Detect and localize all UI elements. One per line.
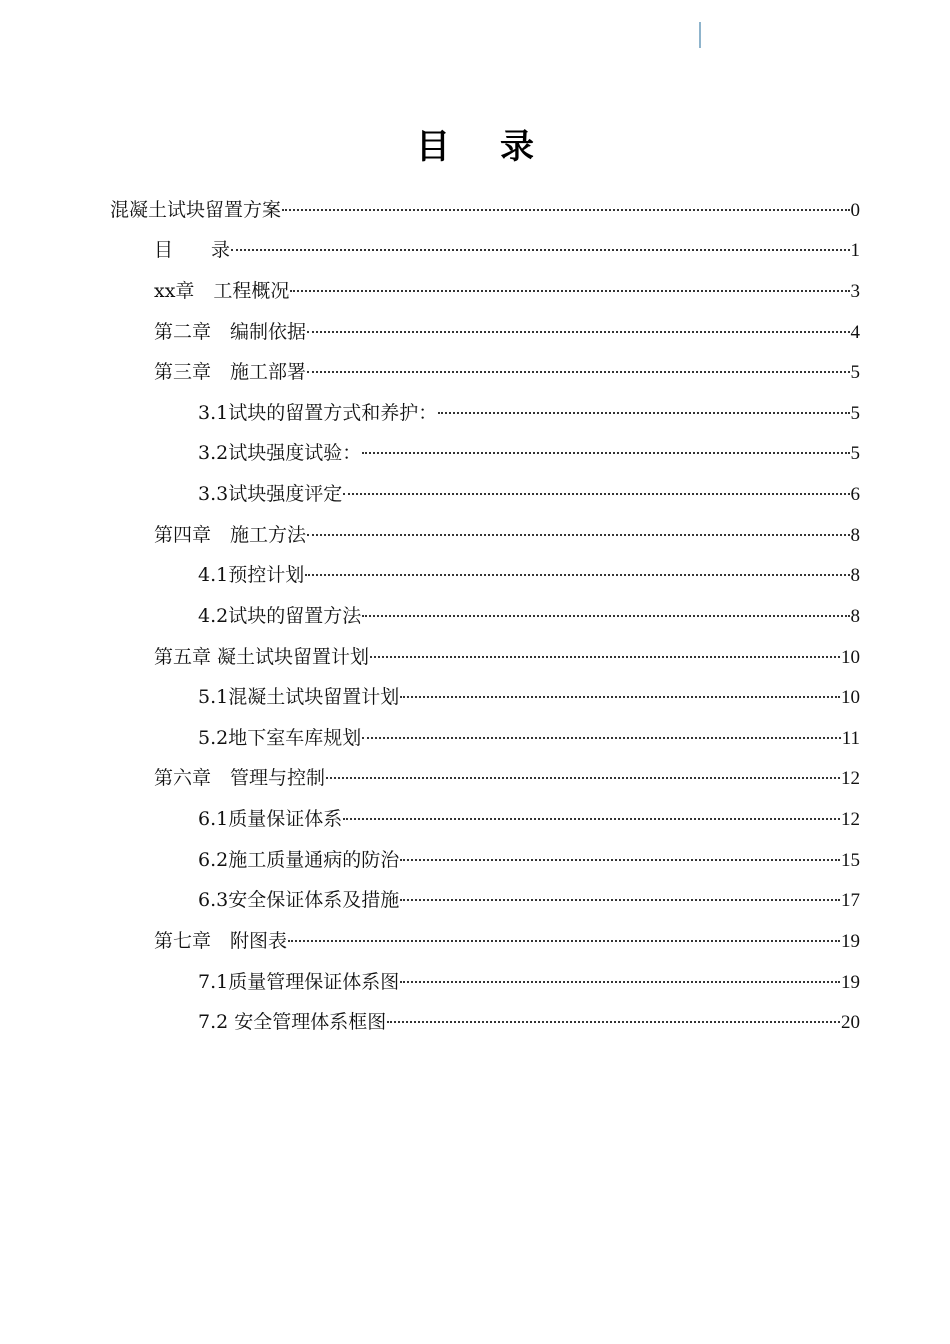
dot-leader (400, 859, 840, 861)
toc-entry[interactable] (198, 560, 860, 590)
toc-entry[interactable] (198, 845, 860, 875)
toc-entry-page: 1 (850, 240, 860, 261)
toc-entry[interactable] (198, 723, 860, 753)
toc-entry-label: 4.1预控计划 (198, 564, 305, 586)
toc-entry-page: 12 (841, 768, 860, 789)
dot-leader (282, 209, 849, 211)
toc-entry[interactable] (154, 763, 860, 793)
toc-entry-label: 3.1试块的留置方式和养护： (198, 402, 438, 424)
toc-entry-label: 7.1质量管理保证体系图 (198, 971, 400, 993)
dot-leader (400, 981, 840, 983)
dot-leader (307, 371, 849, 373)
dot-leader (231, 249, 849, 251)
toc-entry-page: 5 (850, 403, 860, 424)
toc-entry-label: 6.2施工质量通病的防治 (198, 849, 400, 871)
dot-leader (288, 940, 840, 942)
dot-leader (370, 656, 840, 658)
toc-entry[interactable] (198, 438, 860, 468)
toc-entry[interactable] (154, 926, 860, 956)
toc-entry-page: 11 (841, 728, 860, 749)
dot-leader (343, 818, 840, 820)
toc-entry[interactable] (198, 1007, 860, 1037)
toc-entry[interactable] (110, 195, 860, 225)
dot-leader (362, 615, 849, 617)
dot-leader (305, 574, 849, 576)
toc-entry[interactable] (198, 398, 860, 428)
toc-entry-page: 3 (850, 281, 860, 302)
dot-leader (307, 331, 849, 333)
toc-entry-label: 第三章 施工部署 (154, 361, 307, 383)
toc-entry-page: 6 (850, 484, 860, 505)
toc-entry[interactable] (198, 885, 860, 915)
toc-entry-label: 3.3试块强度评定 (198, 483, 343, 505)
toc-entry-label: 第二章 编制依据 (154, 321, 307, 343)
dot-leader (362, 452, 849, 454)
toc-entry[interactable] (198, 804, 860, 834)
toc-entry-page: 15 (841, 850, 860, 871)
toc-entry[interactable] (154, 357, 860, 387)
toc-title: 目录 (416, 127, 584, 167)
toc-entry-page: 8 (850, 565, 860, 586)
toc-entry-label: 混凝土试块留置方案 (110, 199, 282, 221)
toc-entry-page: 8 (850, 525, 860, 546)
toc-entry-page: 0 (850, 200, 860, 221)
toc-entry-label: 5.2地下室车库规划 (198, 727, 362, 749)
dot-leader (343, 493, 849, 495)
toc-entry-page: 12 (841, 809, 860, 830)
toc-entry[interactable] (154, 235, 860, 265)
toc-entry-label: 5.1混凝土试块留置计划 (198, 686, 400, 708)
toc-entry-page: 19 (841, 972, 860, 993)
toc-entry-page: 4 (850, 322, 860, 343)
toc-entry-label: 第六章 管理与控制 (154, 767, 326, 789)
toc-entry[interactable] (154, 520, 860, 550)
toc-entry-label: 6.3安全保证体系及措施 (198, 889, 400, 911)
toc-entry[interactable] (154, 642, 860, 672)
toc-entry-label: 第五章 凝土试块留置计划 (154, 646, 370, 668)
toc-entry[interactable] (154, 276, 860, 306)
toc-entry-label: 第四章 施工方法 (154, 524, 307, 546)
toc-entry-page: 8 (850, 606, 860, 627)
toc-entry-page: 5 (850, 362, 860, 383)
dot-leader (400, 899, 840, 901)
toc-entry-page: 20 (841, 1012, 860, 1033)
toc-entry-page: 5 (850, 443, 860, 464)
dot-leader (290, 290, 849, 292)
toc-entry-page: 17 (841, 890, 860, 911)
toc-entry-label: 3.2试块强度试验： (198, 442, 362, 464)
toc-entry-page: 10 (841, 687, 860, 708)
toc-entry-label: 目 录 (154, 239, 231, 261)
dot-leader (400, 696, 840, 698)
toc-entry-label: 4.2试块的留置方法 (198, 605, 362, 627)
dot-leader (438, 412, 849, 414)
toc-entry-label: 第七章 附图表 (154, 930, 288, 952)
toc-entry-label: 6.1质量保证体系 (198, 808, 343, 830)
dot-leader (387, 1021, 840, 1023)
dot-leader (362, 737, 840, 739)
toc-entry[interactable] (198, 682, 860, 712)
toc-entry[interactable] (198, 967, 860, 997)
toc-entry[interactable] (154, 317, 860, 347)
dot-leader (307, 534, 849, 536)
toc-entry[interactable] (198, 601, 860, 631)
toc-entry-label: 7.2 安全管理体系框图 (198, 1011, 387, 1033)
toc-entry-page: 19 (841, 931, 860, 952)
toc-entry[interactable] (198, 479, 860, 509)
header-divider (699, 22, 701, 48)
dot-leader (326, 777, 840, 779)
toc-entry-page: 10 (841, 647, 860, 668)
toc-entry-label: xx章 工程概况 (154, 280, 290, 302)
